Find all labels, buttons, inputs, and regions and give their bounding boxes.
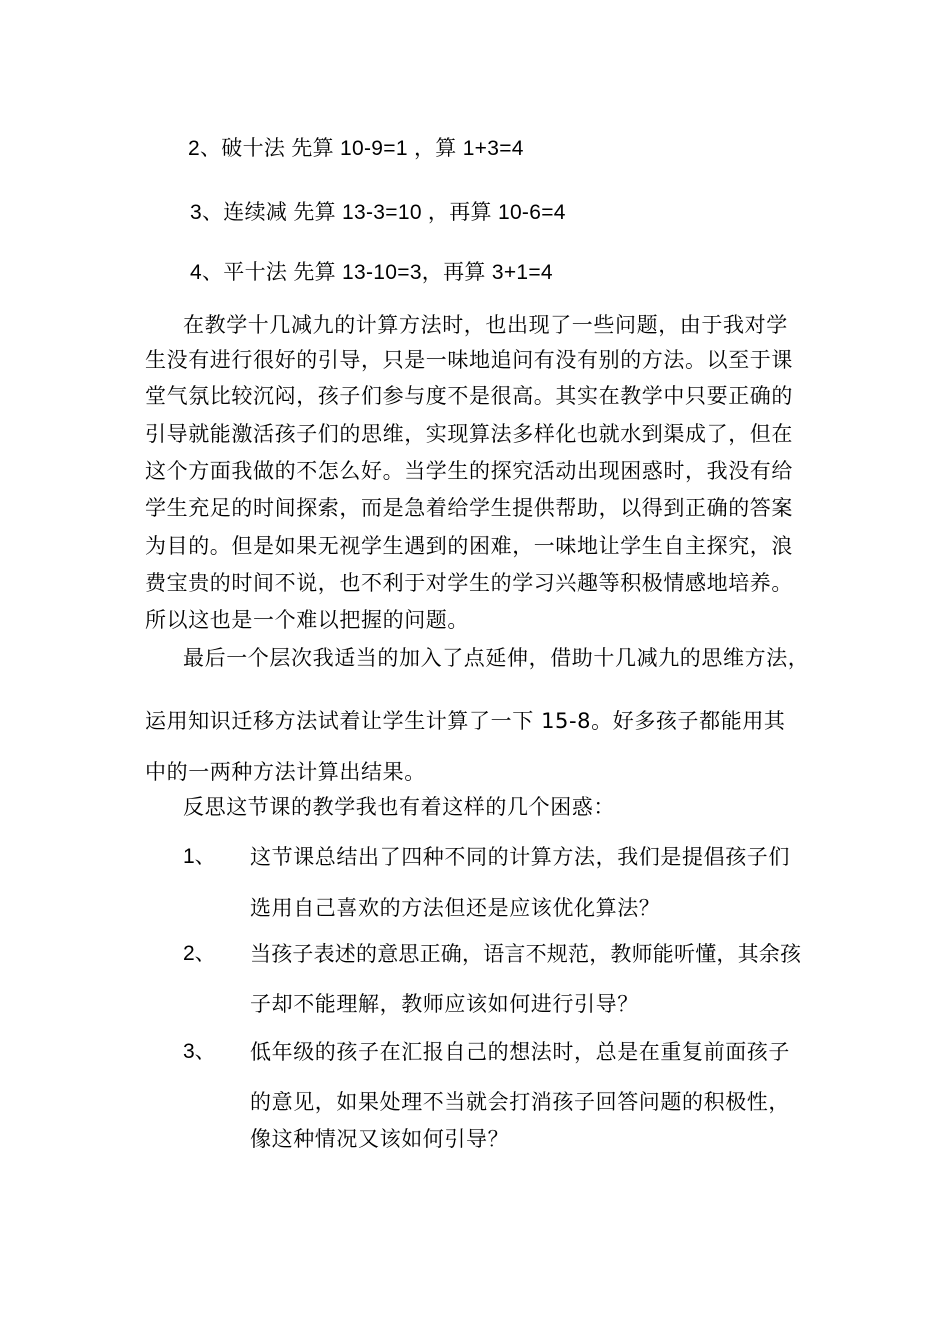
question-3-line: 的意见，如果处理不当就会打消孩子回答问题的积极性， xyxy=(250,1090,790,1114)
question-3-line: 低年级的孩子在汇报自己的想法时，总是在重复前面孩子 xyxy=(250,1040,790,1064)
question-2-line: 子却不能理解，教师应该如何进行引导？ xyxy=(250,992,639,1016)
question-3-number: 3、 xyxy=(183,1040,216,1063)
paragraph1-line: 这个方面我做的不怎么好。当学生的探究活动出现困惑时，我没有给 xyxy=(145,459,793,483)
question-1-line: 选用自己喜欢的方法但还是应该优化算法？ xyxy=(250,896,661,920)
paragraph3-line: 反思这节课的教学我也有着这样的几个困惑： xyxy=(183,795,615,819)
paragraph1-line: 所以这也是一个难以把握的问题。 xyxy=(145,608,469,632)
paragraph1-line: 在教学十几减九的计算方法时，也出现了一些问题，由于我对学 xyxy=(183,313,788,337)
method-line-3: 3、连续减 先算 13-3=10 ，再算 10-6=4 xyxy=(190,201,566,224)
paragraph1-line: 费宝贵的时间不说，也不利于对学生的学习兴趣等积极情感地培养。 xyxy=(145,571,793,595)
method-line-4: 4、平十法 先算 13-10=3，再算 3+1=4 xyxy=(190,261,553,284)
question-1-line: 这节课总结出了四种不同的计算方法，我们是提倡孩子们 xyxy=(250,845,790,869)
paragraph1-line: 为目的。但是如果无视学生遇到的困难，一味地让学生自主探究，浪 xyxy=(145,534,793,558)
question-1-number: 1、 xyxy=(183,845,216,868)
paragraph1-line: 学生充足的时间探索，而是急着给学生提供帮助，以得到正确的答案 xyxy=(145,496,793,520)
paragraph2-line: 运用知识迁移方法试着让学生计算了一下 15-8。好多孩子都能用其 xyxy=(145,709,786,733)
question-2-number: 2、 xyxy=(183,942,216,965)
question-2-line: 当孩子表述的意思正确，语言不规范，教师能听懂，其余孩 xyxy=(250,942,802,966)
paragraph1-line: 生没有进行很好的引导，只是一味地追问有没有别的方法。以至于课 xyxy=(145,348,793,372)
paragraph2-line: 中的一两种方法计算出结果。 xyxy=(145,760,426,784)
paragraph1-line: 堂气氛比较沉闷，孩子们参与度不是很高。其实在教学中只要正确的 xyxy=(145,384,793,408)
question-3-line: 像这种情况又该如何引导？ xyxy=(250,1127,510,1151)
method-line-2: 2、破十法 先算 10-9=1 ，算 1+3=4 xyxy=(188,137,524,160)
paragraph1-line: 引导就能激活孩子们的思维，实现算法多样化也就水到渠成了，但在 xyxy=(145,422,793,446)
paragraph2-line: 最后一个层次我适当的加入了点延伸，借助十几减九的思维方法， xyxy=(183,646,810,670)
